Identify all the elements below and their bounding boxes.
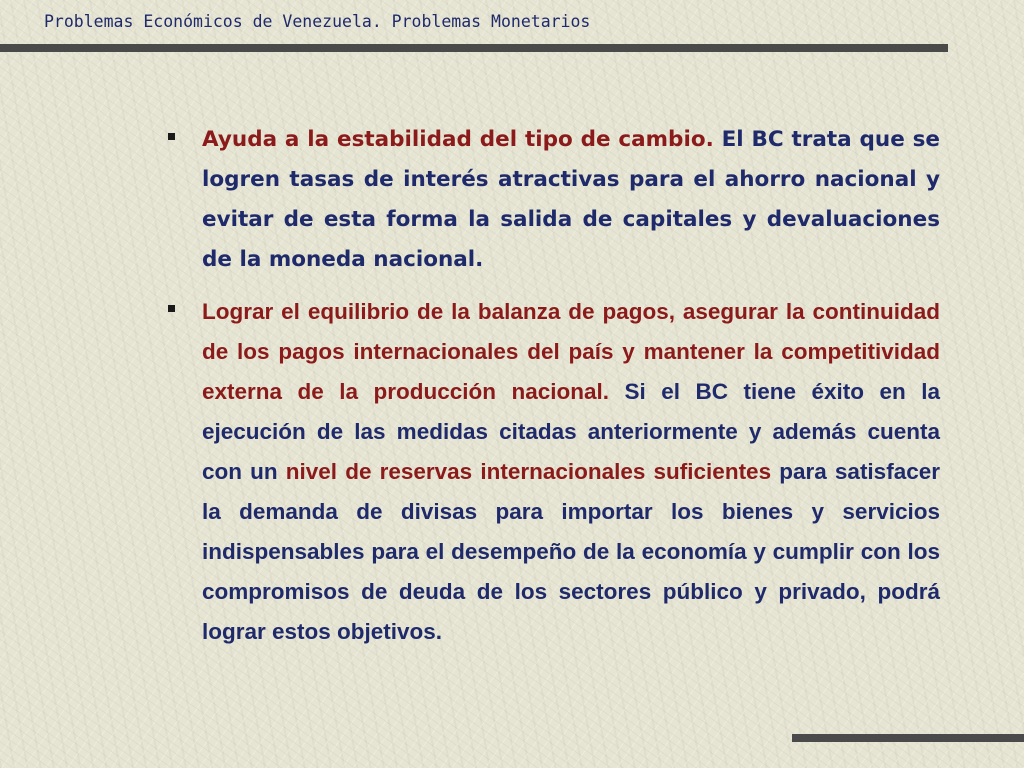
footer-divider — [792, 734, 1024, 742]
bullet-list — [168, 120, 940, 664]
header-divider — [0, 44, 948, 52]
bullet-highlight: Ayuda a la estabilidad del tipo de cambio. — [202, 127, 714, 152]
square-bullet-icon — [168, 305, 175, 312]
bullet-paragraph — [202, 292, 940, 652]
square-bullet-icon — [168, 133, 175, 140]
bullet-paragraph — [202, 120, 940, 280]
page-header-title: Problemas Económicos de Venezuela. Problemas Monetarios — [44, 12, 591, 31]
bullet-text: para satisfacer la demanda de divisas para importar los bienes y servicios indispensables para el desempeño de la economía y cumplir con los compromisos de deuda de los sectores público y privado, podrá lograr estos objetivos. — [202, 459, 940, 644]
bullet-text: Si el BC tiene éxito en la ejecución de las medidas citadas anteriormente y además cuenta con un — [202, 379, 940, 484]
bullet-highlight: Lograr el equilibrio de la balanza de pagos, asegurar la continuidad de los pagos internacionales del país y mantener la competitividad externa de la producción nacional. — [202, 299, 940, 404]
bullet-highlight-reserves: nivel de reservas internacionales suficientes — [285, 459, 772, 484]
bullet-item-exchange-rate — [168, 120, 940, 280]
bullet-item-balance-of-payments — [168, 292, 940, 652]
bullet-text: El BC trata que se logren tasas de interés atractivas para el ahorro nacional y evitar de esta forma la salida de capitales y devaluaciones de la moneda nacional. — [202, 127, 940, 272]
